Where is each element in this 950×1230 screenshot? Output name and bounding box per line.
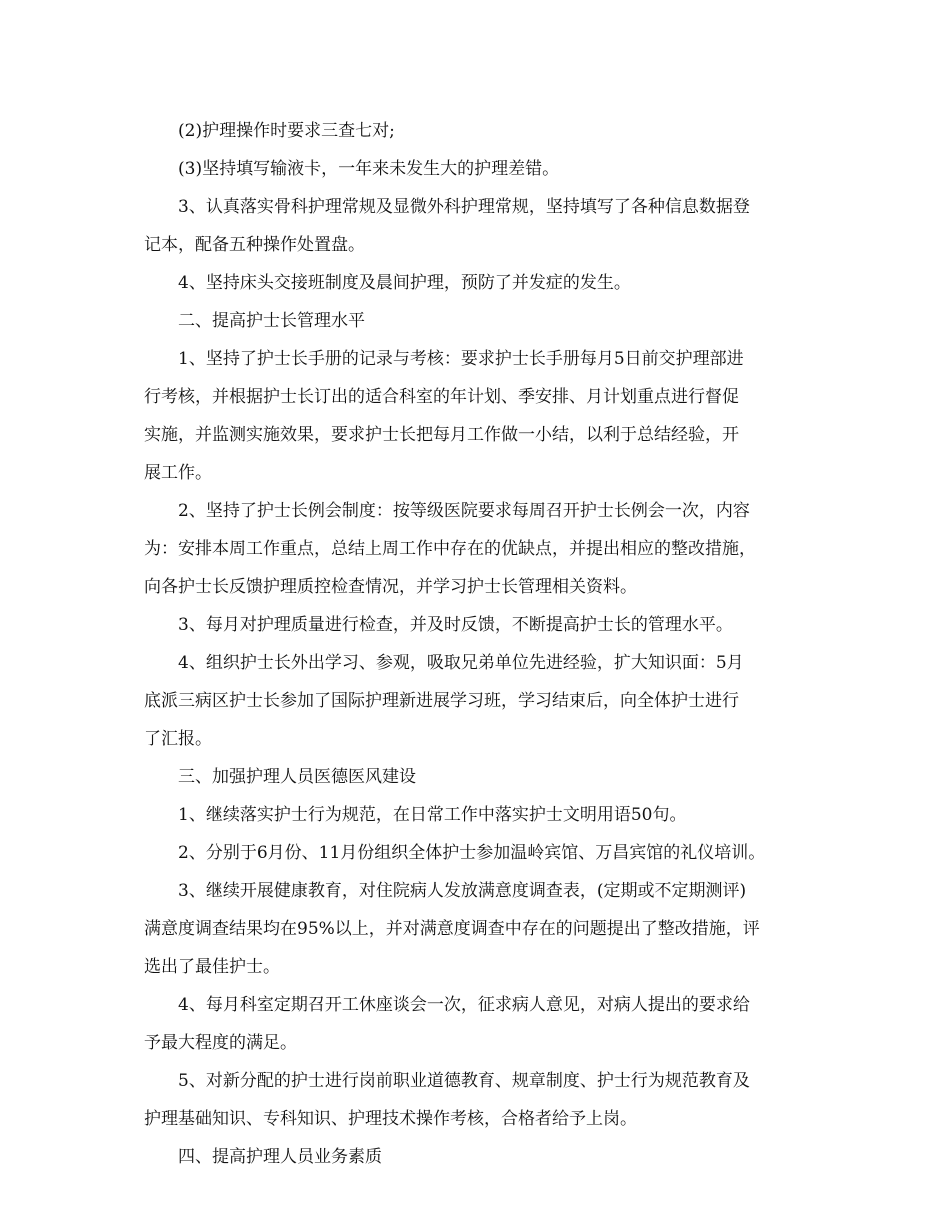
document-body — [144, 112, 824, 1176]
text-line: 4、每月科室定期召开工休座谈会一次，征求病人意见，对病人提出的要求给 — [178, 995, 750, 1015]
text-line: 为：安排本周工作重点，总结上周工作中存在的优缺点，并提出相应的整改措施， — [144, 539, 756, 559]
text-line: 记本，配备五种操作处置盘。 — [144, 235, 365, 255]
text-line: 行考核，并根据护士长订出的适合科室的年计划、季安排、月计划重点进行督促 — [144, 387, 739, 407]
text-line: 1、继续落实护士行为规范，在日常工作中落实护士文明用语50句。 — [178, 805, 687, 825]
text-line: 3、认真落实骨科护理常规及显微外科护理常规，坚持填写了各种信息数据登 — [178, 197, 750, 217]
section-heading: 三、加强护理人员医德医风建设 — [178, 767, 416, 787]
text-line: 2、分别于6月份、11月份组织全体护士参加温岭宾馆、万昌宾馆的礼仪培训。 — [178, 843, 766, 863]
text-line: 向各护士长反馈护理质控检查情况，并学习护士长管理相关资料。 — [144, 577, 637, 597]
text-line: 3、继续开展健康教育，对住院病人发放满意度调查表，(定期或不定期测评) — [178, 881, 747, 901]
text-line: 4、组织护士长外出学习、参观，吸取兄弟单位先进经验，扩大知识面：5月 — [178, 653, 744, 673]
text-line: 满意度调查结果均在95%以上，并对满意度调查中存在的问题提出了整改措施，评 — [144, 919, 760, 939]
text-line: 了汇报。 — [144, 729, 212, 749]
text-line: 5、对新分配的护士进行岗前职业道德教育、规章制度、护士行为规范教育及 — [178, 1071, 750, 1091]
text-line: 实施，并监测实施效果，要求护士长把每月工作做一小结，以利于总结经验，开 — [144, 425, 739, 445]
text-line: 1、坚持了护士长手册的记录与考核：要求护士长手册每月5日前交护理部进 — [178, 349, 744, 369]
text-line: 予最大程度的满足。 — [144, 1033, 297, 1053]
text-line: 底派三病区护士长参加了国际护理新进展学习班，学习结束后，向全体护士进行 — [144, 691, 739, 711]
text-line: 护理基础知识、专科知识、护理技术操作考核，合格者给予上岗。 — [144, 1109, 637, 1129]
text-line: 2、坚持了护士长例会制度：按等级医院要求每周召开护士长例会一次，内容 — [178, 501, 750, 521]
text-line: (2)护理操作时要求三查七对; — [178, 121, 395, 141]
text-line: 展工作。 — [144, 463, 212, 483]
text-line: 选出了最佳护士。 — [144, 957, 280, 977]
section-heading: 二、提高护士长管理水平 — [178, 311, 365, 331]
text-line: 3、每月对护理质量进行检查，并及时反馈，不断提高护士长的管理水平。 — [178, 615, 733, 635]
text-line: 4、坚持床头交接班制度及晨间护理，预防了并发症的发生。 — [178, 273, 631, 293]
section-heading: 四、提高护理人员业务素质 — [178, 1147, 382, 1167]
text-line: (3)坚持填写输液卡，一年来未发生大的护理差错。 — [178, 159, 560, 179]
